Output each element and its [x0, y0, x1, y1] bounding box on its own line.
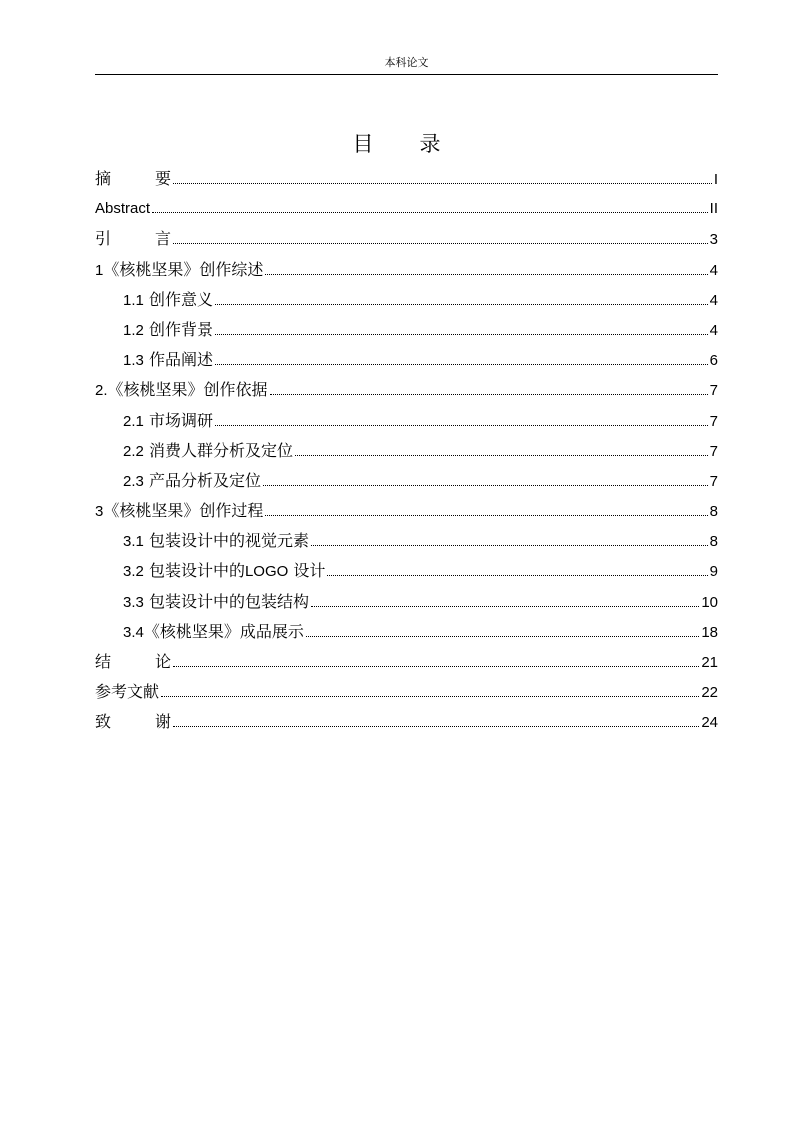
toc-entry-page: 6 [709, 352, 718, 370]
toc-entry-number: 3.4 [123, 623, 144, 641]
toc-entry-label: 参考文献 [95, 682, 160, 702]
toc-entry-label: 包装设计中的包装结构 [148, 591, 309, 611]
toc-entry-label: 创作意义 [148, 289, 213, 309]
toc-entry-page: 9 [709, 563, 718, 581]
toc-entry-label: 摘要 [95, 169, 171, 188]
toc-entry-section-2-3[interactable] [95, 466, 718, 496]
toc-entry-number: 2.2 [123, 442, 144, 460]
toc-entry-number: 3.3 [123, 593, 144, 611]
toc-entry-section-3-1[interactable] [95, 526, 718, 556]
toc-entry-label: 引言 [95, 229, 171, 249]
toc-entry-number: 2. [95, 382, 108, 400]
page-header [95, 56, 718, 75]
toc-entry-page: 10 [701, 593, 718, 611]
toc-entry-label: Abstract [95, 200, 151, 218]
toc-entry-number: 3.1 [123, 533, 144, 551]
dot-leader [311, 545, 708, 546]
toc-entry-section-3-4[interactable] [95, 617, 718, 647]
toc-title-char-2: 录 [419, 132, 441, 156]
dot-leader [270, 394, 708, 395]
toc-entry-section-2-2[interactable] [95, 436, 718, 466]
toc-entry-page: 7 [709, 442, 718, 460]
toc-entry-number: 1.3 [123, 352, 144, 370]
toc-entry-page: 4 [709, 321, 718, 339]
dot-leader [215, 364, 708, 365]
toc-entry-label: 致谢 [95, 712, 171, 732]
toc-entry-page: 3 [709, 231, 718, 249]
dot-leader [265, 515, 707, 516]
dot-leader [295, 455, 708, 456]
dot-leader [263, 485, 708, 486]
toc-entry-page: 8 [709, 503, 718, 521]
dot-leader [173, 726, 699, 727]
toc-entry-label: 包装设计中的视觉元素 [148, 531, 309, 551]
toc-entry-number: 2.1 [123, 412, 144, 430]
toc-entry-label: 创作背景 [148, 319, 213, 339]
toc-entry-page: I [713, 171, 718, 188]
toc-entry-page: 7 [709, 382, 718, 400]
dot-leader [152, 212, 708, 213]
toc-entry-label: 包装设计中的LOGO 设计 [148, 561, 326, 581]
dot-leader [215, 425, 708, 426]
toc-entry-acknowledgements[interactable] [95, 707, 718, 737]
toc-entry-label: 《核桃坚果》成品展示 [143, 621, 304, 641]
table-of-contents [95, 164, 718, 738]
toc-entry-page: 7 [709, 412, 718, 430]
toc-entry-section-3-3[interactable] [95, 587, 718, 617]
toc-entry-number: 1.2 [123, 321, 144, 339]
toc-entry-references[interactable] [95, 677, 718, 707]
toc-entry-chapter-3[interactable] [95, 496, 718, 526]
toc-entry-label: 消费人群分析及定位 [148, 440, 293, 460]
dot-leader [173, 183, 712, 184]
toc-entry-label: 作品阐述 [148, 350, 213, 370]
dot-leader [161, 696, 699, 697]
dot-leader [173, 243, 708, 244]
dot-leader [265, 274, 707, 275]
toc-entry-section-1-3[interactable] [95, 345, 718, 375]
dot-leader [306, 636, 699, 637]
toc-entry-page: 4 [709, 261, 718, 279]
toc-entry-number: 3.2 [123, 563, 144, 581]
toc-entry-number: 2.3 [123, 472, 144, 490]
toc-entry-label: 市场调研 [148, 410, 213, 430]
toc-entry-number: 1.1 [123, 291, 144, 309]
toc-entry-conclusion[interactable] [95, 647, 718, 677]
toc-entry-page: 18 [701, 623, 718, 641]
toc-entry-section-1-1[interactable] [95, 285, 718, 315]
toc-entry-label: 产品分析及定位 [148, 470, 261, 490]
toc-entry-number: 3 [95, 503, 104, 521]
dot-leader [173, 666, 699, 667]
toc-entry-label: 结论 [95, 652, 171, 671]
dot-leader [215, 334, 708, 335]
toc-entry-section-1-2[interactable] [95, 315, 718, 345]
toc-entry-section-3-2[interactable] [95, 556, 718, 586]
toc-entry-page: 7 [709, 472, 718, 490]
toc-entry-abstract-cn[interactable] [95, 164, 718, 194]
toc-entry-page: 8 [709, 533, 718, 551]
toc-entry-abstract-en[interactable] [95, 194, 718, 224]
header-text: 本科论文 [384, 56, 429, 69]
toc-entry-page: 4 [709, 291, 718, 309]
toc-entry-chapter-2[interactable] [95, 375, 718, 405]
toc-entry-chapter-1[interactable] [95, 255, 718, 285]
dot-leader [327, 575, 707, 576]
toc-title [0, 130, 793, 158]
toc-entry-section-2-1[interactable] [95, 406, 718, 436]
toc-entry-page: 24 [701, 714, 718, 732]
dot-leader [311, 606, 699, 607]
toc-entry-introduction[interactable] [95, 224, 718, 254]
toc-entry-label: 《核桃坚果》创作综述 [103, 259, 264, 279]
toc-entry-label: 《核桃坚果》创作过程 [103, 501, 264, 521]
toc-title-char-1: 目 [352, 132, 374, 156]
toc-entry-page: II [709, 200, 718, 218]
toc-entry-page: 21 [701, 654, 718, 671]
toc-entry-number: 1 [95, 261, 104, 279]
toc-entry-label: 《核桃坚果》创作依据 [107, 380, 268, 400]
dot-leader [215, 304, 708, 305]
toc-entry-page: 22 [701, 684, 718, 702]
